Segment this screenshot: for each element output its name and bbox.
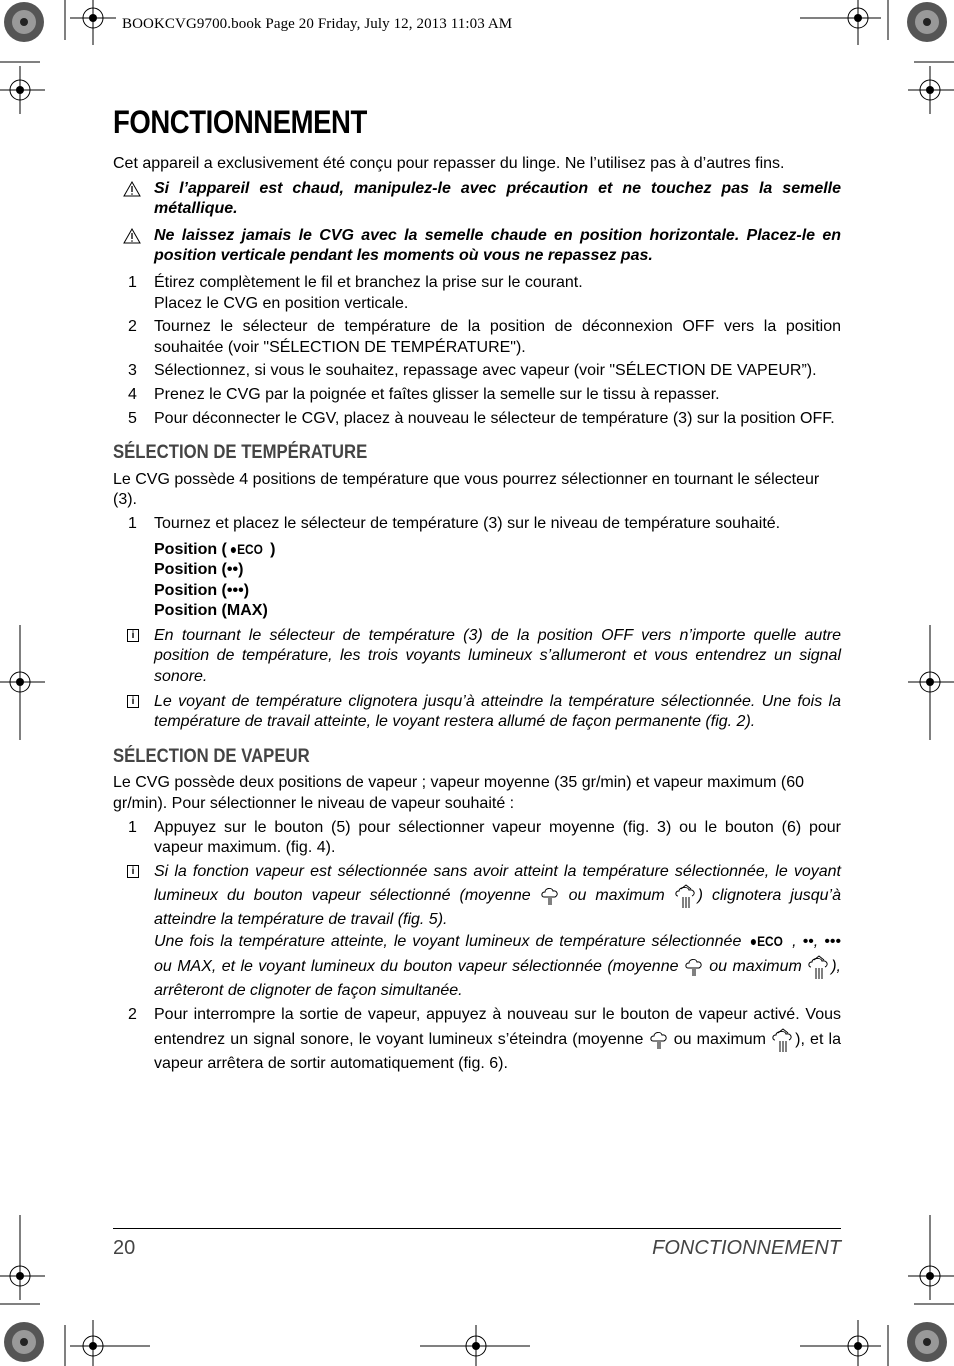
page-title: FONCTIONNEMENT xyxy=(113,104,367,140)
step-fragment: ), et la vapeur arrêtera de sortir automatiquement (fig. 6). xyxy=(154,1031,841,1072)
note-text xyxy=(154,862,841,1001)
steam-intro: Le CVG possède deux positions de vapeur ; vapeur moyenne (35 gr/min) et vapeur maximum (60 gr/min). Pour sélectionner le niveau de vapeur souhaité : xyxy=(113,774,805,813)
step-text: Pour déconnecter le CGV, placez à nouveau le sélecteur de température (3) sur la position OFF. xyxy=(154,409,835,427)
position-3: Position (•••) xyxy=(154,581,250,599)
position-eco xyxy=(154,539,841,561)
steam-max-icon xyxy=(674,882,698,910)
eco-icon: ●ECO xyxy=(750,933,784,949)
step-number: 2 xyxy=(128,1006,137,1024)
step-3 xyxy=(113,361,841,382)
position-max: Position (MAX) xyxy=(154,602,268,620)
step-number: 1 xyxy=(128,818,137,836)
step-fragment: ou maximum xyxy=(668,1031,772,1049)
steam-max-icon xyxy=(771,1026,795,1054)
step-fragment: Pour interrompre la sortie de vapeur, appuyez à nouveau sur le bouton de vapeur activé. Vous entendrez un signal sonore, le voyant lumineux s’éteindra (moyenne xyxy=(154,1006,841,1049)
steam-heading: SÉLECTION DE VAPEUR xyxy=(113,745,310,767)
step-5 xyxy=(113,409,841,430)
warning-2 xyxy=(113,226,841,267)
step-number: 3 xyxy=(128,362,137,380)
steam-medium-icon xyxy=(684,956,704,978)
temp-intro: Le CVG possède 4 positions de température que vous pourrez sélectionner en tournant le sélecteur (3). xyxy=(113,470,820,509)
main-content xyxy=(113,154,841,1077)
step-number: 5 xyxy=(128,409,137,427)
steam-medium-icon xyxy=(649,1029,669,1051)
position-suffix: ) xyxy=(270,540,276,558)
footer-rule xyxy=(113,1228,841,1229)
temp-heading: SÉLECTION DE TEMPÉRATURE xyxy=(113,442,368,464)
step-text: Tournez et placez le sélecteur de température (3) sur le niveau de température souhaité. xyxy=(154,514,781,532)
note-fragment: ) clignotera jusqu’à atteindre la température de travail (fig. 5). xyxy=(154,887,842,929)
step-text: Prenez le CVG par la poignée et faîtes glisser la semelle sur le tissu à repasser. xyxy=(154,385,720,403)
intro-text: Cet appareil a exclusivement été conçu pour repasser du linge. Ne l’utilisez pas à d’autres fins. xyxy=(113,155,785,172)
warning-icon xyxy=(123,228,141,244)
step-1 xyxy=(113,273,841,314)
step-text: Placez le CVG en position verticale. xyxy=(154,294,409,312)
warning-icon xyxy=(123,181,141,197)
note-fragment: ou maximum xyxy=(703,957,808,975)
step-text xyxy=(154,1005,841,1074)
steam-note xyxy=(113,862,841,1001)
steam-step-2 xyxy=(113,1005,841,1074)
info-icon: i xyxy=(127,629,139,642)
warning-text: Si l’appareil est chaud, manipulez-le avec précaution et ne touchez pas la semelle métallique. xyxy=(154,179,841,218)
eco-icon: ●ECO xyxy=(229,540,263,557)
note-fragment: ), arrêteront de clignoter de façon simultanée. xyxy=(154,957,841,999)
step-text: Étirez complètement le fil et branchez la prise sur le courant. xyxy=(154,273,583,291)
note-fragment: Si la fonction vapeur est sélectionnée sans avoir atteint la température sélectionnée, le voyant lumineux du bouton vapeur sélectionné (moyenne xyxy=(154,862,841,905)
warning-1 xyxy=(113,179,841,220)
step-number: 1 xyxy=(128,273,137,291)
note-fragment: Une fois la température atteinte, le voyant lumineux de température sélectionnée xyxy=(154,933,748,950)
step-4 xyxy=(113,385,841,406)
footer-section: FONCTIONNEMENT xyxy=(652,1237,841,1259)
steam-max-icon xyxy=(807,953,831,981)
position-2: Position (••) xyxy=(154,561,244,579)
step-number: 4 xyxy=(128,385,137,403)
step-2 xyxy=(113,317,841,358)
steam-step-1 xyxy=(113,818,841,859)
temp-note-2 xyxy=(113,692,841,733)
steam-medium-icon xyxy=(540,885,560,907)
step-text: Appuyez sur le bouton (5) pour sélectionner vapeur moyenne (fig. 3) ou le bouton (6) pour vapeur maximum. (fig. 4). xyxy=(154,818,841,857)
step-number: 2 xyxy=(128,318,137,336)
note-fragment: ou maximum xyxy=(559,887,674,905)
step-text: Sélectionnez, si vous le souhaitez, repassage avec vapeur (voir "SÉLECTION DE VAPEUR”). xyxy=(154,362,817,380)
step-text: Tournez le sélecteur de température de la position de déconnexion OFF vers la position souhaitée (voir "SÉLECTION DE TEMPÉRATURE"). xyxy=(154,318,841,356)
book-header: BOOKCVG9700.book Page 20 Friday, July 12, 2013 11:03 AM xyxy=(122,16,513,32)
note-text: Le voyant de température clignotera jusqu’à atteindre la température sélectionnée. Une fois la température de travail atteinte, le voyant restera allumé de façon permanente (fig. 2). xyxy=(154,692,841,731)
step-number: 1 xyxy=(128,514,137,532)
warning-text: Ne laissez jamais le CVG avec la semelle chaude en position horizontale. Placez-le en position verticale pendant les moments où vous ne repassez pas. xyxy=(154,226,841,265)
temp-step-1 xyxy=(113,514,841,535)
info-icon: i xyxy=(127,695,139,708)
note-fragment: , ••, ••• ou MAX, et le voyant lumineux du bouton vapeur sélectionnée (moyenne xyxy=(154,933,842,975)
temperature-positions xyxy=(154,539,841,622)
page-number: 20 xyxy=(113,1237,136,1259)
position-prefix: Position ( xyxy=(154,540,227,558)
temp-note-1 xyxy=(113,626,841,688)
note-text: En tournant le sélecteur de température (3) de la position OFF vers n’importe quelle autre position de température, les trois voyants lumineux s’allumeront et vous entendrez un signal sonore. xyxy=(154,626,841,686)
info-icon: i xyxy=(127,865,139,878)
